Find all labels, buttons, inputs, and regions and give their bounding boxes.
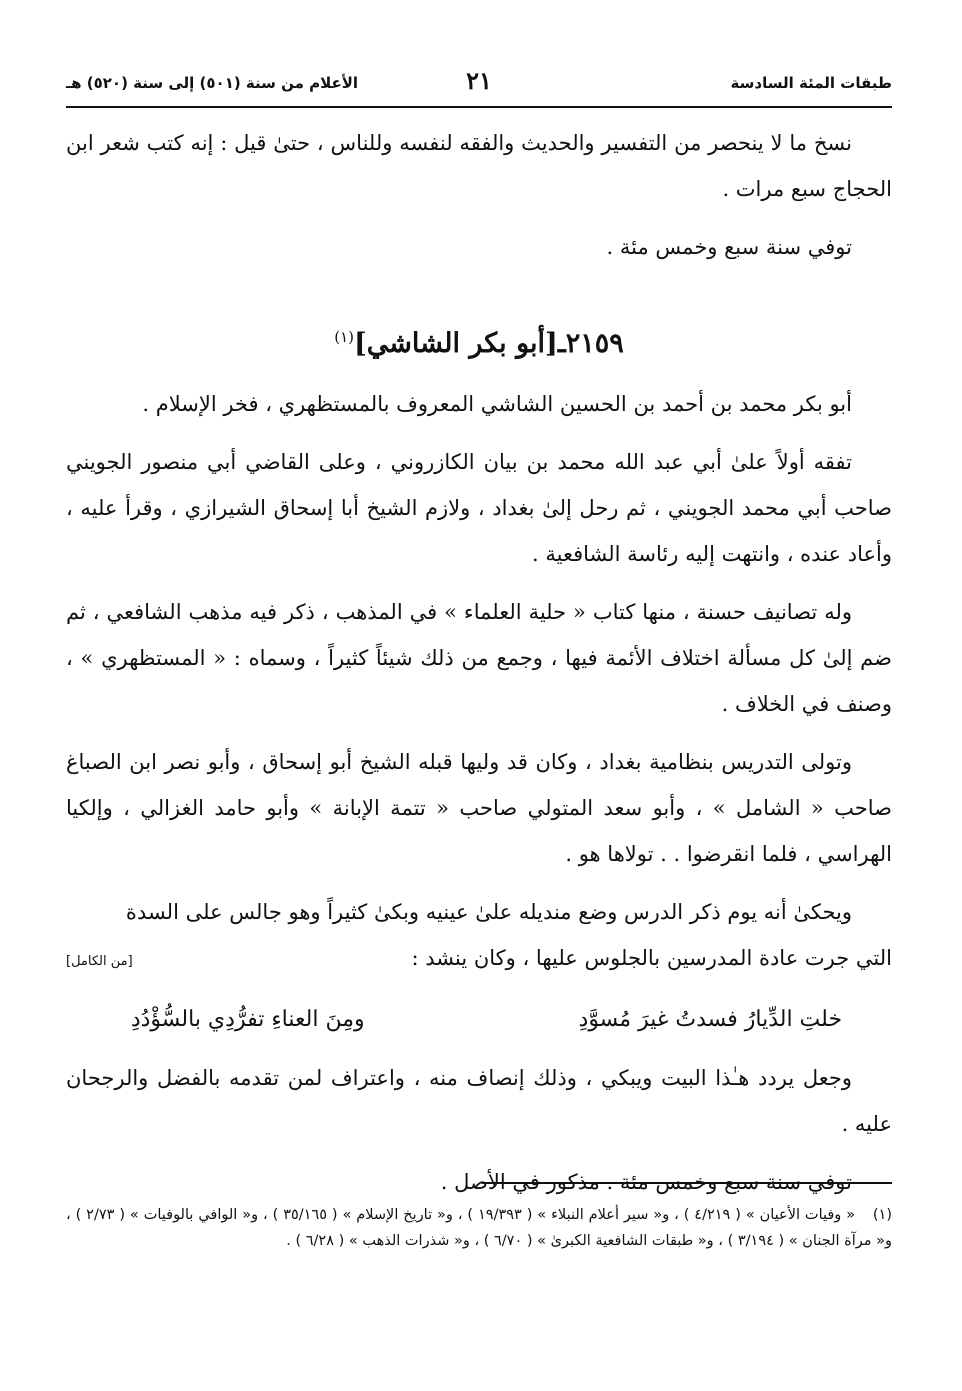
entry-heading (66, 314, 892, 367)
verse-first-hemistich: خلتِ الدِّيارُ فسدتُ غيرَ مُسوَّدِ (578, 1007, 843, 1032)
footnote-text: « وفيات الأعيان » ( ٤/٢١٩ ) ، و« سير أعلام النبلاء » ( ١٩/٣٩٣ ) ، و« تاريخ الإسلام » ( ٣٥/١٦٥ ) ، و« الوافي بالوفيات » ( ٢/٧٣ ) ، و« مرآة الجنان » ( ٣/١٩٤ ) ، و« طبقات الشافعية الكبرىٰ » ( ٦/٧٠ ) ، و« شذرات الذهب » ( ٦/٢٨ ) . (66, 1207, 892, 1249)
poetry-verse (66, 997, 892, 1043)
running-header (66, 66, 892, 108)
paragraph-continuation: التي جرت عادة المدرسين بالجلوس عليها ، وكان ينشد : (411, 946, 892, 970)
poetic-meter: [من الكامل] (66, 954, 133, 969)
paragraph: وله تصانيف حسنة ، منها كتاب « حلية العلماء » في المذهب ، ذكر فيه مذهب الشافعي ، ثم ضم إلىٰ كل مسألة اختلاف الأئمة فيها ، وجمع من ذلك شيئاً كثيراً ، وسماه : « المستظهري » ، وصنف في الخلاف . (66, 600, 892, 716)
page-number: ٢١ (466, 66, 492, 95)
paragraph: توفي سنة سبع وخمس مئة . مذكور في الأصل . (440, 1170, 852, 1194)
paragraph: نسخ ما لا ينحصر من التفسير والحديث والفقه لنفسه وللناس ، حتىٰ قيل : إنه كتب شعر ابن الحجاج سبع مرات . (66, 131, 892, 201)
paragraph: وتولى التدريس بنظامية بغداد ، وكان قد وليها قبله الشيخ أبو إسحاق ، وأبو نصر ابن الصباغ صاحب « الشامل » ، وأبو سعد المتولي صاحب « تتمة الإبانة » وأبو حامد الغزالي ، وإلكيا الهراسي ، فلما انقرضوا . . تولاها هو . (66, 750, 892, 866)
paragraph: أبو بكر محمد بن أحمد بن الحسين الشاشي المعروف بالمستظهري ، فخر الإسلام . (142, 392, 852, 416)
footnote-number: (١) (872, 1207, 893, 1223)
verse-second-hemistich: ومِنَ العناءِ تفرُّدِي بالسُّؤْدُدِ (130, 1007, 365, 1032)
paragraph-with-meter (66, 935, 892, 985)
paragraph: توفي سنة سبع وخمس مئة . (606, 235, 852, 259)
paragraph: وجعل يردد هـٰذا البيت ويبكي ، وذلك إنصاف منه ، واعتراف لمن تقدمه بالفضل والرجحان عليه . (66, 1066, 892, 1136)
main-text (66, 120, 892, 1217)
paragraph: تفقه أولاً علىٰ أبي عبد الله محمد بن بيان الكازروني ، وعلى القاضي أبي منصور الجويني صاحب أبي محمد الجويني ، ثم رحل إلىٰ بغداد ، ولازم الشيخ أبا إسحاق الشيرازي ، وقرأ عليه ، وأعاد عنده ، وانتهت إليه رئاسة الشافعية . (66, 450, 892, 566)
section-title: طبقات المئة السادسة (730, 74, 892, 92)
footnote-item (66, 1202, 892, 1254)
paragraph: ويحكىٰ أنه يوم ذكر الدرس وضع منديله علىٰ عينيه وبكىٰ كثيراً وهو جالس على السدة (125, 900, 852, 924)
chapter-range: الأعلام من سنة (٥٠١) إلى سنة (٥٢٠) هـ (66, 74, 359, 92)
entry-title-text: ٢١٥٩ـ[أبو بكر الشاشي] (354, 328, 624, 359)
footnote-divider (482, 1182, 892, 1184)
footnotes (66, 1202, 892, 1254)
footnote-marker: (١) (334, 328, 355, 346)
